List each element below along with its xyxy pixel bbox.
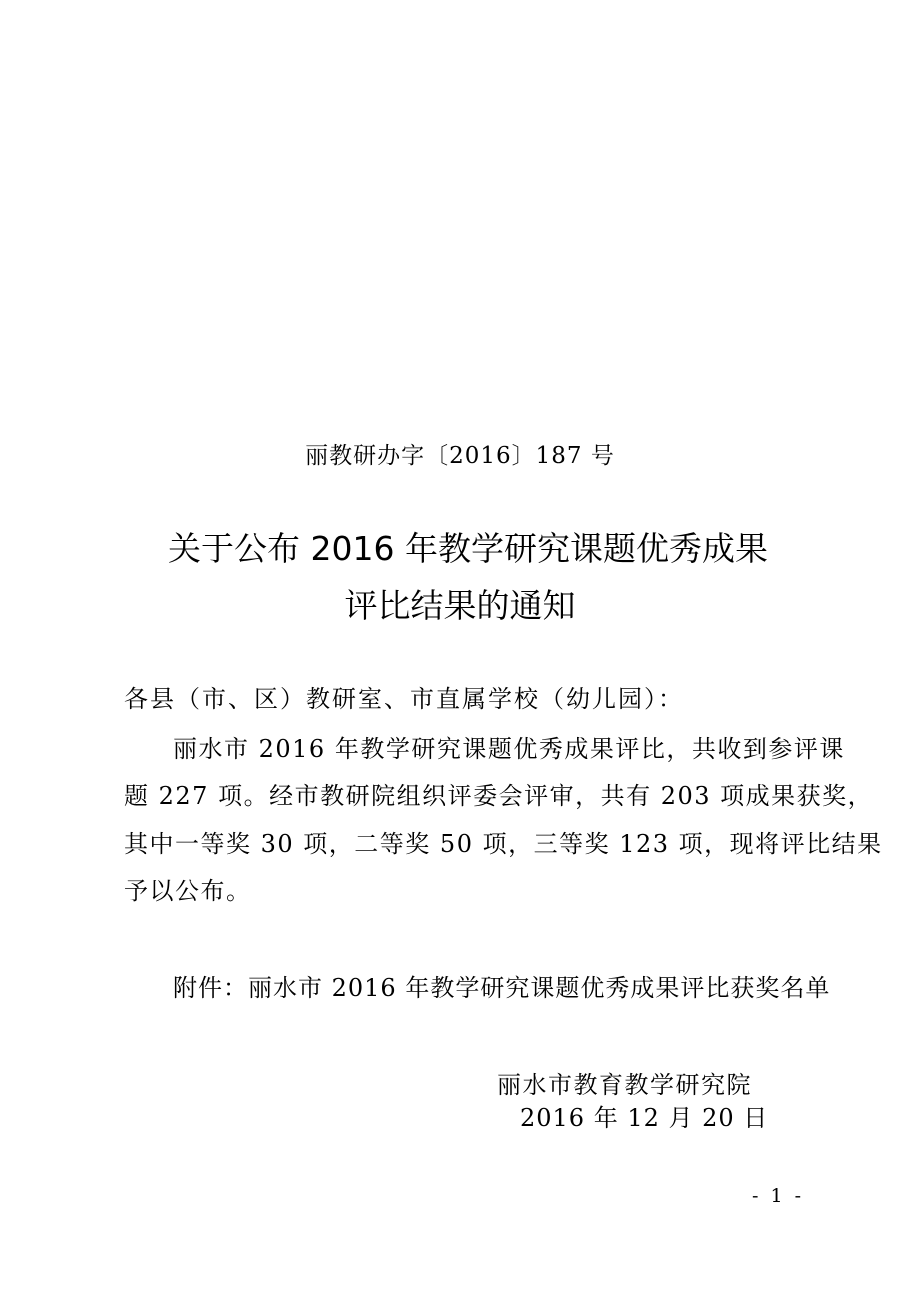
signature-organization: 丽水市教育教学研究院 — [497, 1071, 752, 1099]
document-number: 丽教研办字〔2016〕187 号 — [305, 443, 615, 469]
document-title-line-2: 评比结果的通知 — [344, 586, 576, 625]
body-line: 其中一等奖 30 项，二等奖 50 项，三等奖 123 项，现将评比结果 — [124, 830, 883, 858]
document-title-line-1: 关于公布 2016 年教学研究课题优秀成果 — [168, 529, 768, 568]
body-line: 题 227 项。经市教研院组织评委会评审，共有 203 项成果获奖， — [124, 782, 874, 810]
attachment-note: 附件：丽水市 2016 年教学研究课题优秀成果评比获奖名单 — [173, 974, 831, 1002]
body-line: 予以公布。 — [124, 877, 252, 905]
body-line: 丽水市 2016 年教学研究课题优秀成果评比，共收到参评课 — [173, 735, 845, 763]
signature-date: 2016 年 12 月 20 日 — [520, 1104, 769, 1132]
page-number: - 1 - — [752, 1185, 805, 1207]
salutation: 各县（市、区）教研室、市直属学校（幼儿园）： — [124, 685, 684, 713]
